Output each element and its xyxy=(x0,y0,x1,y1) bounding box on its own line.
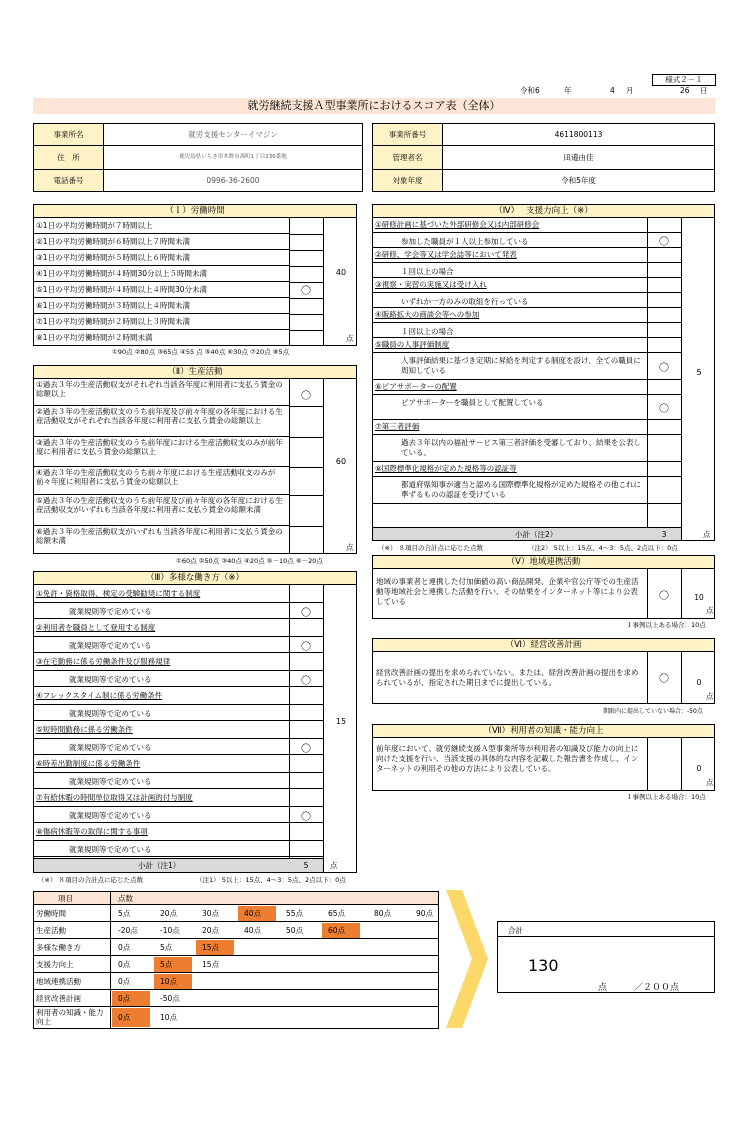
sec2-mark: 〇 xyxy=(301,391,311,402)
address: 鹿児島県いちき串木野市湊町1丁目236番地 xyxy=(104,146,363,170)
sec3-item-sub: 就業規則等で定めている xyxy=(34,840,289,857)
summary-point: 0点 xyxy=(118,994,131,1003)
summary-table xyxy=(33,891,439,1029)
sec3-item-mark: 〇 xyxy=(301,744,311,755)
sec2-mark-divider xyxy=(289,406,323,407)
date-month-unit: 月 xyxy=(626,86,634,95)
sec4-item-mark: 〇 xyxy=(659,363,669,374)
summary-point: 30点 xyxy=(202,909,220,918)
summary-point: 80点 xyxy=(374,909,392,918)
sec2-row: ②過去３年の生産活動収支のうち前年度及び前々年度の各年度における生産活動収支がそれぞれ当該各年度に利用者に支払う賃金の総額以上 xyxy=(34,406,289,437)
summary-point: 20点 xyxy=(202,926,220,935)
sec1-row: ⑤1日の平均労働時間が４時間以上４時間30分未満 xyxy=(34,282,289,298)
summary-point: 20点 xyxy=(160,909,178,918)
sec4-mark-box xyxy=(647,322,681,338)
sec3-item-head: ⑥時差出勤制度に係る労働条件 xyxy=(36,759,141,768)
sec3-item-head: ⑧傷病休暇等の取得に関する事項 xyxy=(36,827,148,836)
sec6-text: 経営改善計画の提出を求められていない。または、経営改善計画の提出を求められているが、指定された期日までに提出している。 xyxy=(376,668,639,687)
sec3-mark-box xyxy=(289,704,323,721)
total-suffix: 点 ／２００点 xyxy=(598,983,680,993)
sec3-item-mark: 〇 xyxy=(301,608,311,619)
sec1-title: （Ｉ）労働時間 xyxy=(33,204,357,218)
sec2-mark-divider xyxy=(289,467,323,468)
office-name-label: 事業所名 xyxy=(34,124,104,146)
sec4-item-sub: 都道府県知事が適当と認める国際標準化規格が定めた規格その他これに準ずるものの認証を受けている xyxy=(373,476,647,504)
sec4-note-left: （※） ８項目の合計点に応じた点数 xyxy=(378,544,484,552)
summary-point: 50点 xyxy=(286,926,304,935)
sec6-mark: 〇 xyxy=(659,674,669,685)
sec5-text: 地域の事業者と連携した付加価値の高い商品開発、企業や官公庁等での生産活動等地域社会と連携した活動を行い、その結果をインターネット等により公表している xyxy=(376,577,639,606)
sec7-body xyxy=(372,738,715,791)
summary-point: 15点 xyxy=(202,960,220,969)
sec3-item-head: ①免許・資格取得、検定の受験勧奨に関する制度 xyxy=(36,589,201,598)
sec1-mark-divider xyxy=(289,266,323,267)
sec3-title: （Ⅲ）多様な働き方（※） xyxy=(33,571,357,585)
date-day-unit: 日 xyxy=(700,86,708,95)
summary-col-item: 項目 xyxy=(58,894,73,903)
sec6-title: （Ⅵ）経営改善計画 xyxy=(372,638,715,652)
sec3-item-mark: 〇 xyxy=(301,642,311,653)
sec4-item-head: ⑤職員の人事評価制度 xyxy=(375,340,450,349)
summary-point: 40点 xyxy=(244,926,262,935)
summary-row-label: 経営改善計画 xyxy=(36,994,81,1003)
sec2-body xyxy=(33,379,357,554)
sec4-subtotal: 3 xyxy=(661,530,667,539)
sec4-title: （Ⅳ） 支援力向上（※） xyxy=(372,204,715,218)
sec4-item-sub: 参加した職員が１人以上参加している xyxy=(373,232,647,248)
sec1-mark-divider xyxy=(289,298,323,299)
summary-point: 5点 xyxy=(160,960,173,969)
sec3-subtotal: 5 xyxy=(303,861,309,870)
summary-point: 5点 xyxy=(118,909,131,918)
sec1-row: ④1日の平均労働時間が４時間30分以上５時間未満 xyxy=(34,266,289,282)
date-line xyxy=(520,86,720,96)
summary-point: -20点 xyxy=(118,926,138,935)
sec3-item-sub: 就業規則等で定めている xyxy=(34,772,289,789)
summary-point: 5点 xyxy=(160,943,173,952)
sec2-mark-divider xyxy=(289,437,323,438)
sec3-item-head: ③在宅勤務に係る労働条件及び服務規律 xyxy=(36,657,171,666)
sec3-item-head: ②利用者を職員として登用する制度 xyxy=(36,623,156,632)
sec1-row: ⑥1日の平均労働時間が３時間以上４時間未満 xyxy=(34,298,289,314)
address-label: 住 所 xyxy=(34,146,104,170)
sec1-mark-divider xyxy=(289,330,323,331)
summary-point: 10点 xyxy=(160,1013,178,1022)
summary-point: 10点 xyxy=(160,977,178,986)
sec4-item-head: ④販路拡大の商談会等への参加 xyxy=(375,310,480,319)
form-number: 様式２－１ xyxy=(652,74,716,86)
sec3-mark-box xyxy=(289,772,323,789)
sec2-mark-divider xyxy=(289,526,323,527)
sec4-item-sub: 人事評価結果に基づき定期に昇給を判定する制度を設け、全ての職員に周知している xyxy=(373,352,647,380)
summary-point: 60点 xyxy=(328,926,346,935)
sec3-mark-box xyxy=(289,840,323,857)
sec7-note: １事例以上ある場合：10点 xyxy=(626,793,706,801)
sec3-item-head: ⑦有給休暇の時間単位取得又は計画的付与制度 xyxy=(36,793,193,802)
office-info-left xyxy=(33,123,363,192)
sec4-item-sub: １回以上の場合 xyxy=(373,322,647,338)
sec2-unit: 点 xyxy=(346,543,354,552)
sec4-mark-box xyxy=(647,434,681,462)
sec7-title: （Ⅶ）利用者の知識・能力向上 xyxy=(372,724,715,738)
sec2-note: ①60点 ②50点 ③40点 ④20点 ⑤－10点 ⑥－20点 xyxy=(176,557,323,565)
sec6-note: 期限内に提出していない場合：-50点 xyxy=(603,708,703,715)
phone-label: 電話番号 xyxy=(34,170,104,192)
sec3-note-left: （※） ８項目の合計点に応じた点数 xyxy=(38,876,144,884)
date-month: 4 xyxy=(610,86,615,95)
date-year-unit: 年 xyxy=(564,86,572,95)
sec2-score: 60 xyxy=(335,457,347,466)
phone: 0996-36-2600 xyxy=(104,170,363,192)
sec4-item-head: ①研修計画に基づいた外部研修会又は内部研修会 xyxy=(375,220,540,229)
sec4-item-head: ③視察・実習の実施又は受け入れ xyxy=(375,280,487,289)
arrow-right-icon xyxy=(444,888,490,1030)
sec3-item-sub: 就業規則等で定めている xyxy=(34,670,289,687)
sec3-item-mark: 〇 xyxy=(301,676,311,687)
sec1-score: 40 xyxy=(335,268,347,277)
summary-point: 0点 xyxy=(118,943,131,952)
summary-row-label: 支援力向上 xyxy=(36,960,74,969)
sec3-score: 15 xyxy=(335,717,347,726)
sec2-row: ④過去３年の生産活動収支のうち前々年度における生産活動収支のみが前々年度に利用者に支払う賃金の総額以上 xyxy=(34,467,289,495)
sec2-mark-divider xyxy=(289,495,323,496)
summary-point: 15点 xyxy=(202,943,220,952)
sec1-row: ③1日の平均労働時間が５時間以上６時間未満 xyxy=(34,250,289,266)
manager: 田邉由佳 xyxy=(443,146,715,170)
office-info-right xyxy=(372,123,715,192)
sec2-title: （Ⅱ）生産活動 xyxy=(33,365,357,379)
sec2-row: ③過去３年の生産活動収支のうち前年度における生産活動収支のみが前年度に利用者に支払う賃金の総額以上 xyxy=(34,437,289,467)
sec3-item-mark: 〇 xyxy=(301,812,311,823)
sec5-unit: 点 xyxy=(706,606,714,615)
summary-point: -50点 xyxy=(160,994,180,1003)
year: 令和5年度 xyxy=(443,170,715,192)
total-value: 130 xyxy=(528,956,559,975)
sec4-unit: 点 xyxy=(703,530,711,539)
sec2-row: ⑥過去３年の生産活動収支がいずれも当該各年度に利用者に支払う賃金の総額未満 xyxy=(36,527,283,545)
sec1-unit: 点 xyxy=(346,334,354,343)
sec3-body xyxy=(33,585,357,873)
sec3-item-sub: 就業規則等で定めている xyxy=(34,636,289,653)
summary-point: 55点 xyxy=(286,909,304,918)
date-era: 令和6 xyxy=(520,86,540,95)
sec4-item-sub: １回以上の場合 xyxy=(373,262,647,278)
total-label: 合計 xyxy=(508,926,523,935)
sec4-item-sub: いずれか一方のみの取組を行っている xyxy=(373,292,647,308)
sec1-mark-divider xyxy=(289,234,323,235)
sec5-note: １事例以上ある場合：10点 xyxy=(626,621,706,629)
sec5-score: 10 xyxy=(694,593,704,602)
sec1-body xyxy=(33,218,357,346)
sec1-row: ②1日の平均労働時間が６時間以上７時間未満 xyxy=(34,234,289,250)
sec1-mark: 〇 xyxy=(301,286,311,297)
manager-label: 管理者名 xyxy=(373,146,443,170)
sec6-unit: 点 xyxy=(706,692,714,701)
sec3-item-head: ⑤短時間勤務に係る労働条件 xyxy=(36,725,133,734)
sec5-title: （Ⅴ）地域連携活動 xyxy=(372,555,715,569)
sec4-mark-box xyxy=(647,262,681,278)
sec4-item-head: ⑦第三者評価 xyxy=(375,422,420,431)
office-no-label: 事業所番号 xyxy=(373,124,443,146)
sec6-score: 0 xyxy=(696,678,702,687)
sec4-score: 5 xyxy=(696,368,702,377)
sec4-subtotal-label: 小計（注2） xyxy=(515,530,558,539)
summary-row-label: 多様な働き方 xyxy=(36,943,81,952)
date-day: 26 xyxy=(680,86,690,95)
summary-point: -10点 xyxy=(160,926,180,935)
sec7-unit: 点 xyxy=(706,778,714,787)
sec4-body xyxy=(372,218,715,541)
sec4-item-mark: 〇 xyxy=(659,404,669,415)
office-name: 就労支援センターイマジン xyxy=(104,124,363,146)
sec1-row: ①1日の平均労働時間が７時間以上 xyxy=(34,218,289,234)
summary-point: 65点 xyxy=(328,909,346,918)
summary-row-label: 地域連携活動 xyxy=(36,977,81,986)
sec4-item-mark: 〇 xyxy=(659,237,669,248)
summary-row-label: 生産活動 xyxy=(36,926,66,935)
sec7-score: 0 xyxy=(696,764,702,773)
sec1-mark-divider xyxy=(289,250,323,251)
sec1-note: ①90点 ②80点 ③65点 ④55 点 ⑤40点 ⑥30点 ⑦20点 ⑧5点 xyxy=(112,348,290,356)
sec4-mark-box xyxy=(647,476,681,504)
sec1-row: ⑧1日の平均労働時間が２時間未満 xyxy=(36,333,153,342)
sec3-unit: 点 xyxy=(330,861,338,870)
sec7-text: 前年度において、就労継続支援Ａ型事業所等が利用者の知識及び能力の向上に向けた支援を行い、当該支援の具体的な内容を記載した報告書を作成し、インターネットの利用その他の方法により公表している。 xyxy=(376,744,639,773)
sec2-row: ⑤過去３年の生産活動収支のうち前年度及び前々年度の各年度における生産活動収支がいずれも当該各年度に利用者に支払う賃金の総額未満 xyxy=(34,495,289,526)
sec4-mark-box xyxy=(647,292,681,308)
sec3-item-sub: 就業規則等で定めている xyxy=(34,602,289,619)
sec2-row: ①過去３年の生産活動収支がそれぞれ当該各年度に利用者に支払う賃金の総額以上 xyxy=(34,379,289,406)
sec3-item-head: ④フレックスタイム制に係る労働条件 xyxy=(36,691,163,700)
summary-row-label: 労働時間 xyxy=(36,909,66,918)
year-label: 対象年度 xyxy=(373,170,443,192)
sec4-note-right: （注2） 5以上：15点、4～3：5点、2点以下：0点 xyxy=(528,544,678,552)
sec1-mark-divider xyxy=(289,314,323,315)
sec6-body xyxy=(372,652,715,704)
sec4-item-sub: 過去３年以内の福祉サービス第三者評価を受審しており、結果を公表している。 xyxy=(373,434,647,462)
sec3-item-sub: 就業規則等で定めている xyxy=(34,806,289,823)
sec3-note-right: （注1） 5以上：15点、4～3：5点、2点以下：0点 xyxy=(196,876,346,884)
page-title: 就労継続支援Ａ型事業所におけるスコア表（全体） xyxy=(33,98,715,114)
summary-point: 0点 xyxy=(118,1013,131,1022)
summary-point: 90点 xyxy=(416,909,434,918)
total-box xyxy=(497,921,715,993)
summary-col-points: 点数 xyxy=(118,894,133,903)
sec5-body xyxy=(372,569,715,619)
sec4-item-head: ⑧国際標準化規格が定めた規格等の認証等 xyxy=(375,464,517,473)
sec4-item-head: ②研修、学会等又は学会誌等において発表 xyxy=(375,250,517,259)
sec4-item-head: ⑥ピアサポーターの配置 xyxy=(375,382,457,391)
sec5-mark: 〇 xyxy=(659,591,669,602)
office-no: 4611800113 xyxy=(443,124,715,146)
sec3-subtotal-label: 小計（注1） xyxy=(138,861,181,870)
sec3-item-sub: 就業規則等で定めている xyxy=(34,704,289,721)
sec4-item-sub: ピアサポーターを職員として配置している xyxy=(373,394,647,420)
summary-point: 0点 xyxy=(118,977,131,986)
summary-point: 40点 xyxy=(244,909,262,918)
summary-point: 0点 xyxy=(118,960,131,969)
sec3-item-sub: 就業規則等で定めている xyxy=(34,738,289,755)
summary-row-label: 利用者の知識・能力向上 xyxy=(36,1008,104,1026)
sec1-row: ⑦1日の平均労働時間が２時間以上３時間未満 xyxy=(34,314,289,330)
